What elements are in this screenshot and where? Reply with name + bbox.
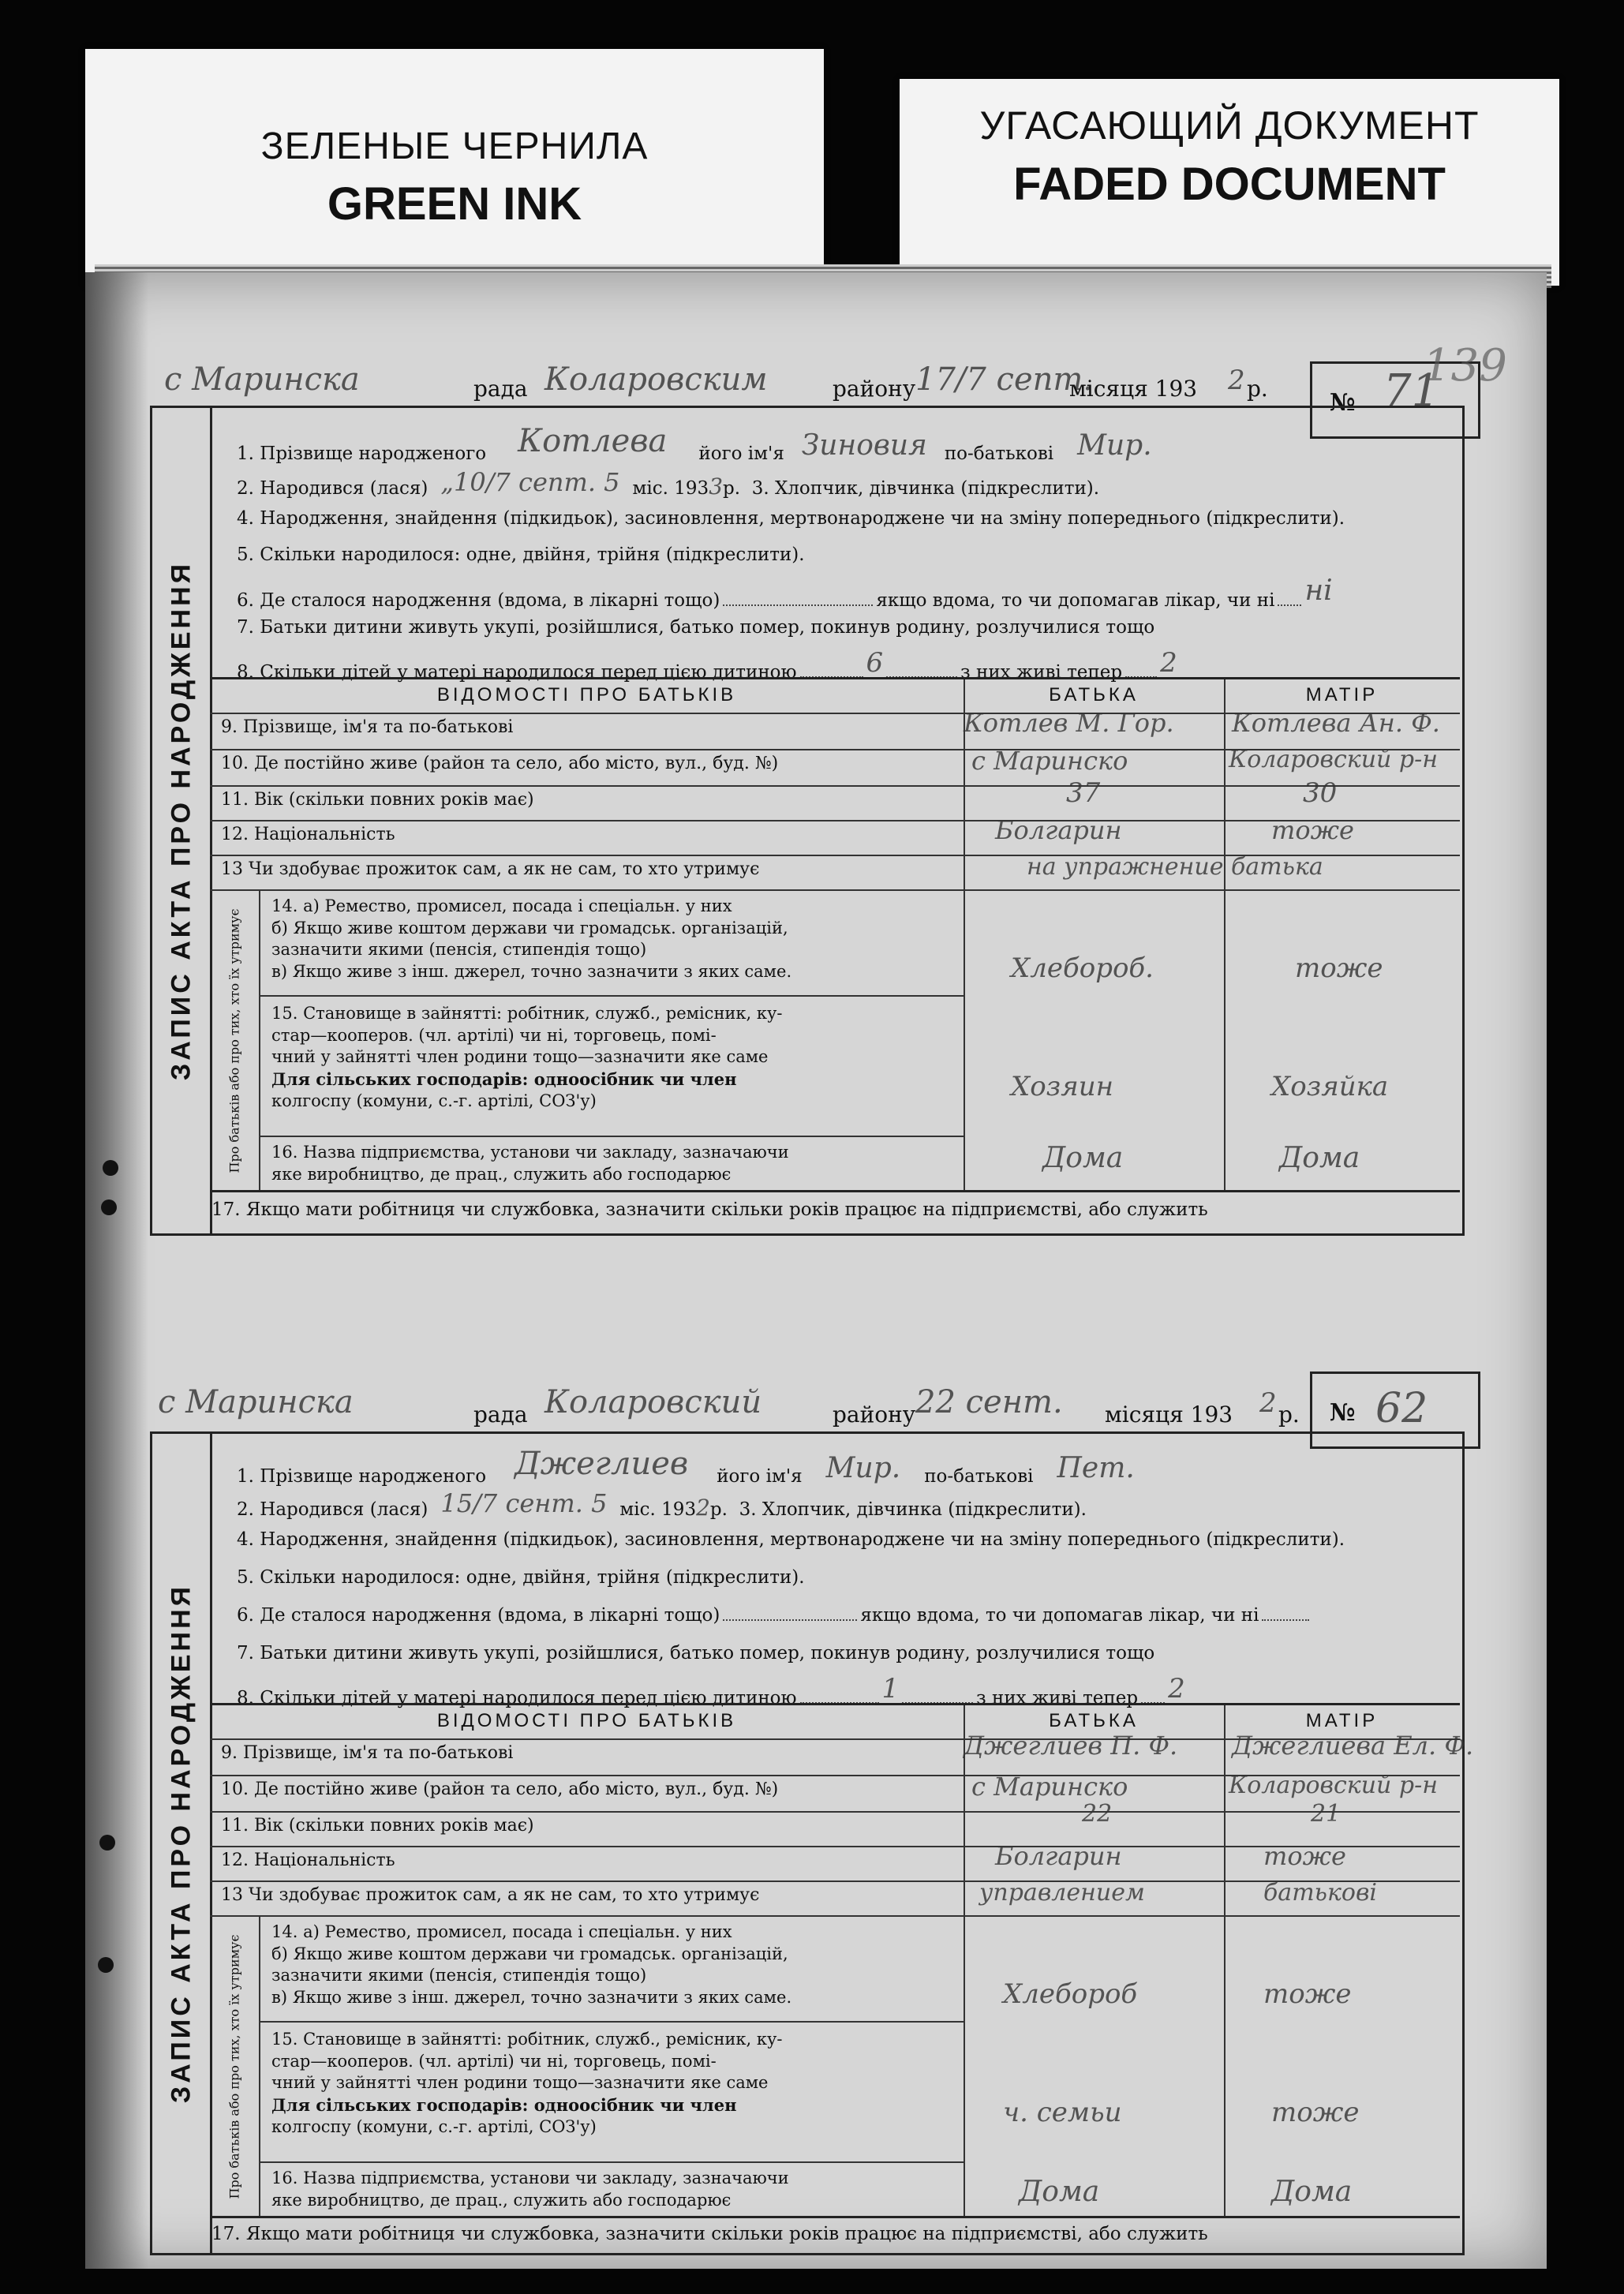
side-title: ЗАПИС АКТА ПРО НАРОДЖЕННЯ: [153, 406, 212, 1236]
hw-mother-work: Дома: [1279, 1142, 1360, 1174]
hw-father-support: управлением: [979, 1879, 1145, 1907]
q5-line: 5. Скільки народилося: одне, двійня, трійня (підкреслити).: [237, 1567, 805, 1588]
hw-support: на упражнение батька: [1027, 853, 1323, 881]
hw-father-work: Дома: [1042, 1142, 1124, 1174]
q16-text: 16. Назва підприємства, установи чи закладу, зазначаючи яке виробництво, де прац., служить або господарює: [271, 1143, 789, 1184]
q8-line: 8. Скільки дітей у матері народилося перед цією дитиною 1 з них живі тепер 2: [237, 1673, 1185, 1708]
q17-line: 17. Якщо мати робітниця чи службовка, зазначити скільки років працює на підприємстві, або служить: [211, 2224, 1208, 2244]
green-ink-label-ru: ЗЕЛЕНЫЕ ЧЕРНИЛА: [260, 125, 649, 167]
hw-father-status: ч. семьи: [1003, 2097, 1122, 2128]
hw-born: „10/7 септ. 5: [440, 467, 620, 497]
q6-line: 6. Де сталося народження (вдома, в лікарні тощо) якщо вдома, то чи допомагав лікар, чи ні ні: [237, 574, 1333, 611]
raionu-label: району: [833, 1401, 916, 1428]
th-father: БАТЬКА: [1049, 1710, 1139, 1731]
hw-father-status: Хозяин: [1011, 1071, 1114, 1102]
hw-mother-support: батькові: [1263, 1879, 1378, 1907]
q2-line: 2. Народився (лася) 15/7 сент. 5 міс. 1932р. 3. Хлопчик, дівчинка (підкреслити).: [237, 1488, 1087, 1521]
birth-record-2: [126, 1356, 1474, 2255]
side-title: ЗАПИС АКТА ПРО НАРОДЖЕННЯ: [153, 1431, 212, 2255]
r-label: р.: [1278, 1401, 1300, 1428]
q6-line: 6. Де сталося народження (вдома, в лікарні тощо) якщо вдома, то чи допомагав лікар, чи ні: [237, 1605, 1312, 1626]
table-row-q13: 13 Чи здобуває прожиток сам, а як не сам, то хто утримує на упражнение батька: [210, 855, 1460, 891]
table-block-14-16: [210, 889, 1460, 1192]
hw-patronymic: Пет.: [1057, 1452, 1135, 1484]
binding-hole: [99, 1835, 115, 1851]
table-row-q10: 10. Де постійно живе (район та село, або місто, вул., буд. №) с Маринско Коларовский р-н: [210, 1775, 1460, 1813]
hw-father-nat: Болгарин: [995, 815, 1122, 845]
q7-line: 7. Батьки дитини живуть укупі, розійшлися, батько помер, покинув родину, розлучилися тощо: [237, 617, 1155, 638]
hw-mother-status: Хозяйка: [1271, 1071, 1389, 1102]
subvert-label: Про батьків або про тих, хто їх утримує: [210, 1915, 260, 2218]
hw-mother-nat: тоже: [1263, 1841, 1346, 1871]
q8-line: 8. Скільки дітей у матері народилося перед цією дитиною 6 з них живі тепер 2: [237, 647, 1177, 683]
hw-record-number-2: 139: [1423, 340, 1507, 391]
rada-label: рада: [473, 376, 528, 402]
table-row-q12: 12. Національність Болгарин тоже: [210, 1846, 1460, 1882]
table-block-14-16: [210, 1915, 1460, 2218]
hw-father-name: Котлев М. Гор.: [964, 708, 1174, 738]
q15-text: 15. Становище в зайнятті: робітник, служб., ремісник, ку- стар—кооперов. (чл. артілі) чи ні, торговець, помі- чний у зайнятті член родини тощо—зазначити яке саме Для сільських господарів: одноосібник чи член колгоспу (комуни, с.-г. артілі, СОЗ'у): [271, 1004, 783, 1110]
hw-surname: Котлева: [518, 423, 668, 459]
q17-line: 17. Якщо мати робітниця чи службовка, зазначити скільки років працює на підприємстві, або служить: [211, 1199, 1208, 1220]
table-row-q10: 10. Де постійно живе (район та село, або місто, вул., буд. №) с Маринско Коларовский р-н: [210, 749, 1460, 787]
hw-father-place: с Маринско: [971, 746, 1128, 776]
table-row-q13: 13 Чи здобуває прожиток сам, а як не сам, то хто утримує управлением батькові: [210, 1880, 1460, 1917]
faded-document-label-en: FADED DOCUMENT: [1013, 159, 1446, 210]
q4-line: 4. Народження, знайдення (підкидьок), засиновлення, мертвонароджене чи на зміну попереднього (підкреслити).: [237, 1529, 1345, 1550]
th-info: ВІДОМОСТІ ПРО БАТЬКІВ: [436, 1710, 737, 1731]
subvert-label: Про батьків або про тих, хто їх утримує: [210, 889, 260, 1192]
parents-table: [210, 1703, 1474, 2218]
hw-record-number: 71: [1383, 365, 1440, 417]
table-row-q11: 11. Вік (скільки повних років має) 37 30: [210, 785, 1460, 821]
th-info: ВІДОМОСТІ ПРО БАТЬКІВ: [436, 684, 737, 705]
hw-father-work: Дома: [1019, 2176, 1100, 2208]
table-row-q11: 11. Вік (скільки повних років має) 22 21: [210, 1811, 1460, 1847]
faded-document-label-ru: УГАСАЮЩИЙ ДОКУМЕНТ: [979, 103, 1480, 148]
q14-text: 14. а) Ремество, промисел, посада і спеціальн. у них б) Якщо живе коштом держави чи громадськ. організацій, зазначити якими (пенсія, стипендія тощо) в) Якщо живе з інш. джерел, точно зазначити з яких саме.: [271, 896, 792, 982]
hw-mother-trade: тоже: [1295, 952, 1383, 984]
hw-mother-name: Джеглиева Ел. Ф.: [1232, 1731, 1474, 1761]
number-sign: №: [1330, 1399, 1356, 1427]
hw-father-nat: Болгарин: [995, 1841, 1122, 1871]
hw-year: 2: [1228, 365, 1245, 396]
hw-name: Мир.: [825, 1452, 901, 1484]
q5-line: 5. Скільки народилося: одне, двійня, трійня (підкреслити).: [237, 544, 805, 565]
record-header: [126, 330, 1310, 406]
hw-mother-age: 21: [1311, 1800, 1341, 1828]
month-label: місяця 193: [1069, 376, 1198, 402]
q7-line: 7. Батьки дитини живуть укупі, розійшлися, батько помер, покинув родину, розлучилися тощо: [237, 1643, 1155, 1663]
q14-text: 14. а) Ремество, промисел, посада і спеціальн. у них б) Якщо живе коштом держави чи громадськ. організацій, зазначити якими (пенсія, стипендія тощо) в) Якщо живе з інш. джерел, точно зазначити з яких саме.: [271, 1922, 792, 2008]
birth-record-1: [126, 330, 1507, 1236]
hw-mother-trade: тоже: [1263, 1978, 1352, 2010]
hw-village: с Маринска: [158, 1384, 354, 1420]
hw-mother-age: 30: [1303, 777, 1338, 809]
r-label: р.: [1247, 376, 1268, 402]
th-mother: МАТІР: [1305, 1710, 1379, 1731]
hw-village: с Маринска: [164, 361, 360, 398]
table-row-q12: 12. Національність Болгарин тоже: [210, 820, 1460, 856]
hw-mother-work: Дома: [1271, 2176, 1353, 2208]
q16-text: 16. Назва підприємства, установи чи закладу, зазначаючи яке виробництво, де прац., служить або господарює: [271, 2169, 789, 2210]
hw-doctor: ні: [1304, 574, 1333, 607]
hw-children-alive: 2: [1168, 1673, 1185, 1705]
green-ink-label-en: GREEN INK: [327, 178, 582, 230]
hw-born-year: 3: [709, 473, 724, 500]
faded-document-label: [900, 79, 1559, 286]
hw-name: Зиновия: [801, 429, 927, 462]
hw-mother-name: Котлева Ан. Ф.: [1232, 708, 1440, 738]
hw-father-trade: Хлебороб.: [1011, 952, 1154, 984]
q2-line: 2. Народився (лася) „10/7 септ. 5 міс. 1933р. 3. Хлопчик, дівчинка (підкреслити).: [237, 467, 1100, 500]
hw-father-age: 37: [1066, 777, 1101, 809]
binding-hole: [98, 1957, 114, 1973]
green-ink-label: [85, 49, 824, 286]
table-row-q9: 9. Прізвище, ім'я та по-батькові Котлев М. Гор. Котлева Ан. Ф.: [210, 713, 1460, 750]
th-mother: МАТІР: [1305, 684, 1379, 705]
raionu-label: району: [833, 376, 916, 402]
binding-hole: [101, 1199, 117, 1215]
q4-line: 4. Народження, знайдення (підкидьок), засиновлення, мертвонароджене чи на зміну попереднього (підкреслити).: [237, 508, 1345, 529]
hw-father-place: с Маринско: [971, 1772, 1128, 1802]
hw-mother-place: Коларовский р-н: [1229, 1772, 1438, 1799]
q15-text: 15. Становище в зайнятті: робітник, служб., ремісник, ку- стар—кооперов. (чл. артілі) чи ні, торговець, помі- чний у зайнятті член родини тощо—зазначити яке саме Для сільських господарів: одноосібник чи член колгоспу (комуни, с.-г. артілі, СОЗ'у): [271, 2030, 783, 2136]
hw-mother-status: тоже: [1271, 2097, 1360, 2128]
month-label: місяця 193: [1105, 1401, 1233, 1428]
number-sign: №: [1330, 389, 1356, 417]
parents-table: [210, 677, 1460, 1192]
hw-mother-nat: тоже: [1271, 815, 1354, 845]
hw-record-number: 62: [1375, 1385, 1428, 1432]
th-father: БАТЬКА: [1049, 684, 1139, 705]
hw-father-name: Джеглиев П. Ф.: [964, 1731, 1178, 1761]
table-row-q9: 9. Прізвище, ім'я та по-батькові Джеглиев П. Ф. Джеглиева Ел. Ф.: [210, 1738, 1460, 1776]
record-header: [126, 1356, 1310, 1431]
hw-children-before: 6: [866, 647, 884, 679]
hw-father-age: 22: [1082, 1800, 1113, 1828]
q1-line: 1. Прізвище народженого Котлева його ім'я Зиновия по-батькові Мир.: [237, 423, 1152, 464]
hw-patronymic: Мир.: [1077, 429, 1152, 462]
hw-father-trade: Хлебороб: [1003, 1978, 1138, 2010]
hw-mother-place: Коларовский р-н: [1229, 746, 1438, 773]
hw-district: Коларовский: [544, 1384, 762, 1420]
hw-date: 22 сент.: [915, 1384, 1063, 1420]
hw-children-alive: 2: [1160, 647, 1177, 679]
hw-year: 2: [1259, 1387, 1277, 1419]
hw-district: Коларовским: [544, 361, 768, 398]
hw-surname: Джеглиев: [515, 1446, 689, 1482]
q1-line: 1. Прізвище народженого Джеглиев його ім'я Мир. по-батькові Пет.: [237, 1446, 1135, 1487]
hw-children-before: 1: [881, 1673, 900, 1705]
binding-hole: [103, 1160, 118, 1176]
hw-born-year: 2: [696, 1495, 710, 1521]
hw-date: 17/7 септ.: [915, 361, 1094, 398]
rada-label: рада: [473, 1401, 528, 1428]
hw-born: 15/7 сент. 5: [440, 1488, 608, 1518]
